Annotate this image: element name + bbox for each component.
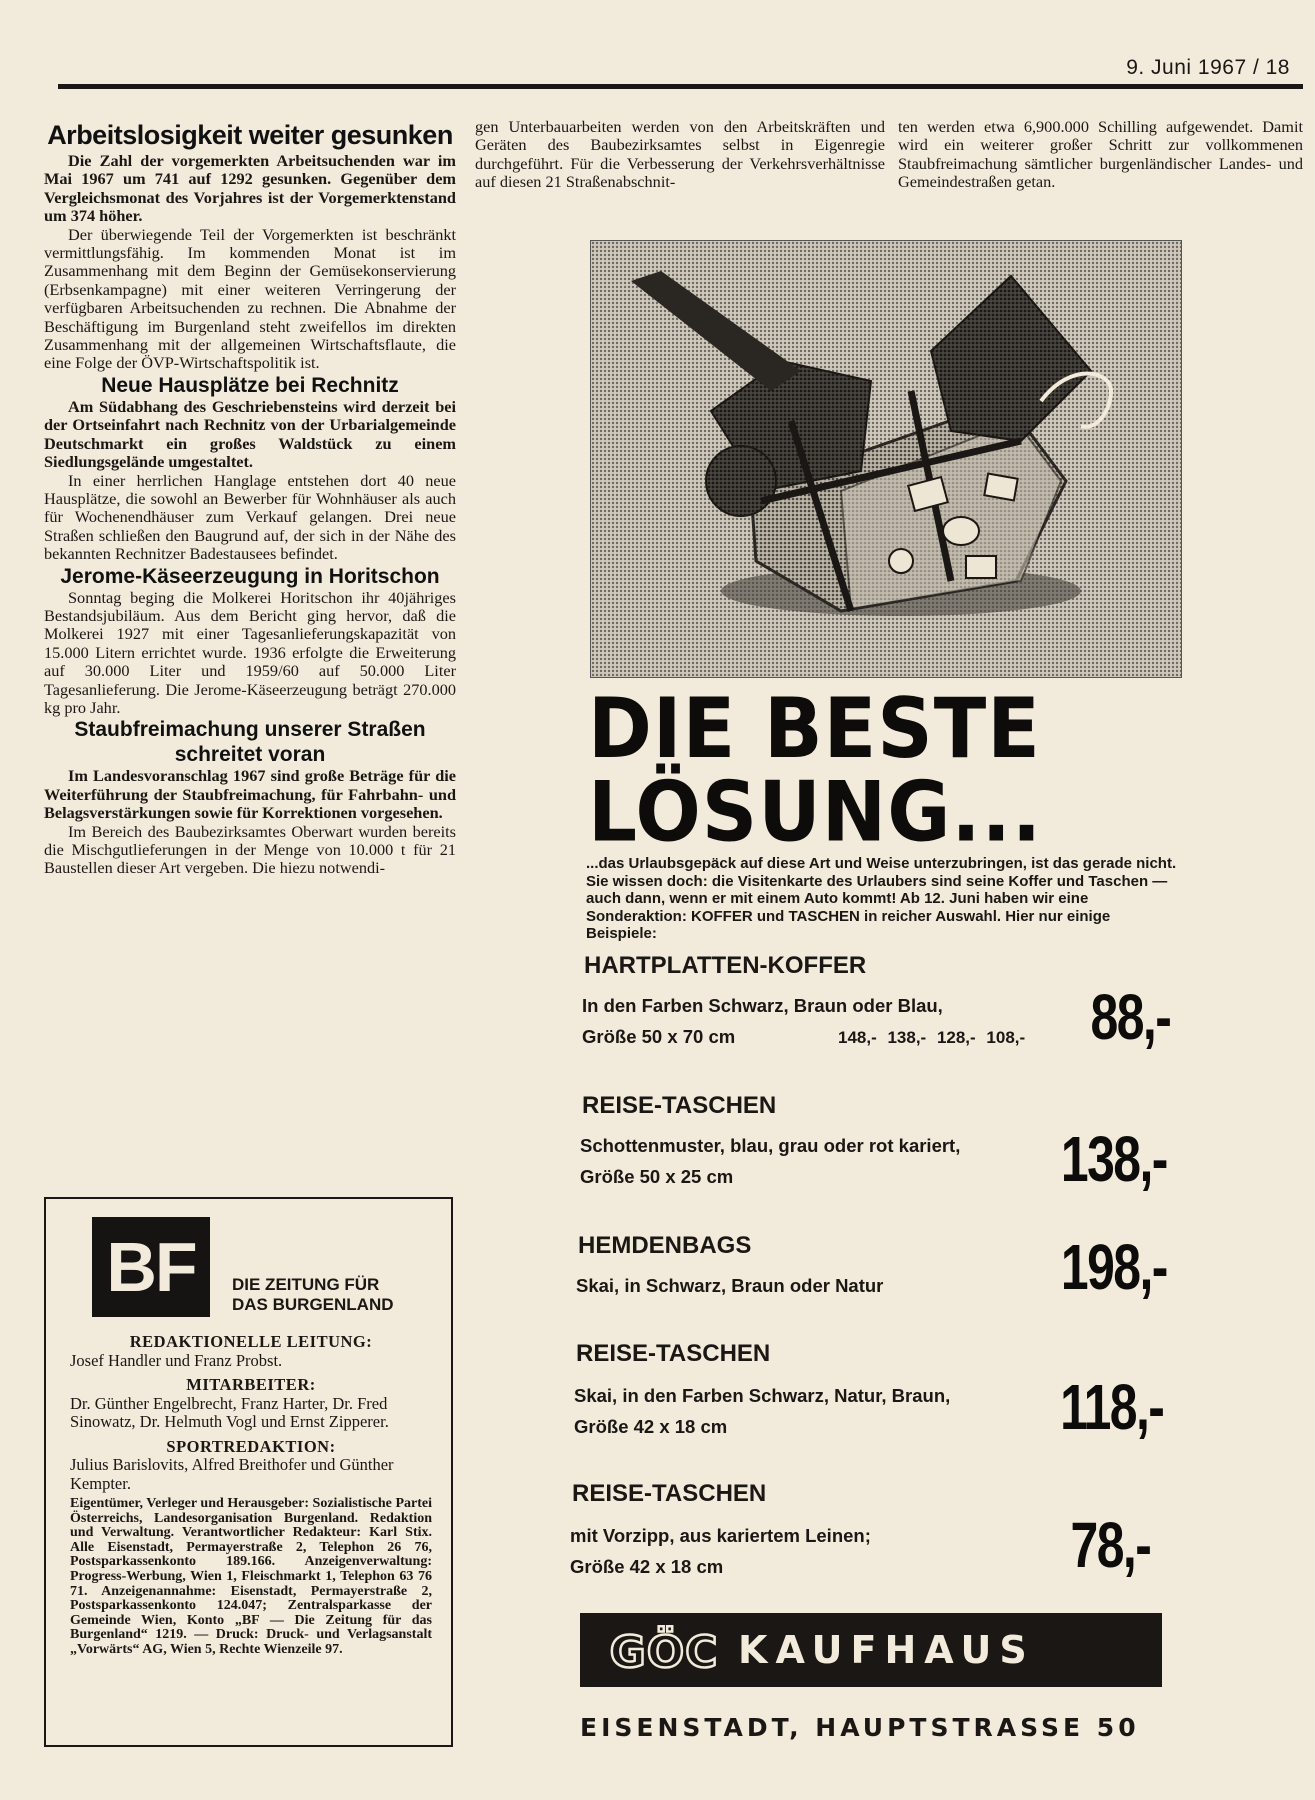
item-price-hartplatten-koffer: 88,- — [1090, 981, 1170, 1053]
store-address: EISENSTADT, HAUPTSTRASSE 50 — [580, 1713, 1140, 1742]
staff-heading: MITARBEITER: — [186, 1375, 316, 1394]
column-left — [44, 118, 456, 878]
ad-headline — [588, 681, 1043, 861]
imprint: Eigentümer, Verleger und Herausgeber: Sozialistische Partei Österreichs, Landesorganisation Burgenland. Redaktion und Verwaltung. Verantwortlicher Redakteur: Karl Stix. Alle Eisenstadt, Permayerstraße 2, Telephon 26 76, Postsparkassenkonto 189.166. Anzeigenverwaltung: Progress-Werbung, Wien 1, Fleischmarkt 1, Telephon 63 76 71. Anzeigenannahme: Eisenstadt, Permayerstraße 2, Postsparkassenkonto 124.047; Zentralsparkasse der Gemeinde Wien, Konto „BF — Die Zeitung für das Burgenland“ 1219. — Druck: Druck- und Verlagsanstalt „Vorwärts“ AG, Wien 5, Rechte Wienzeile 97. — [70, 1496, 432, 1657]
article-lead-rechnitz: Am Südabhang des Geschriebensteins wird derzeit bei der Ortseinfahrt nach Rechnitz von der Urbarialgemeinde Deutschmarkt ein großes Waldstück zu einem Siedlungsgelände umgestaltet. — [44, 396, 456, 472]
item-desc-hartplatten-koffer: In den Farben Schwarz, Braun oder Blau, — [582, 995, 943, 1016]
ad-headline-line1: DIE BESTE — [588, 681, 1041, 778]
masthead-credits — [70, 1333, 432, 1658]
article-body-cheese: Sonntag beging die Molkerei Horitschon ihr 40jähriges Bestandsjubiläum. Aus dem Bericht ging hervor, daß die Molkerei 1927 mit einer Tagesanlieferungskapazität von 15.000 Litern errichtet wurde. 1936 erfolgte die Erweiterung auf 30.000 Liter und 1959/60 auf 50.000 Liter Tagesanlieferung. Die Jerome-Käseerzeugung beträgt 270.000 kg pro Jahr. — [44, 587, 456, 717]
item-desc-reise-taschen-3: mit Vorzipp, aus kariertem Leinen; — [570, 1525, 871, 1546]
masthead-tagline-line1: DIE ZEITUNG FÜR — [232, 1275, 380, 1294]
goc-logo-text: GÖC — [609, 1627, 719, 1676]
header-rule — [58, 84, 1303, 89]
ad-photo-luggage — [590, 240, 1182, 678]
store-logo-bar — [580, 1613, 1162, 1687]
item-size-reise-taschen-1: Größe 50 x 25 cm — [580, 1166, 734, 1187]
item-title-hemdenbags: HEMDENBAGS — [578, 1232, 752, 1259]
item-desc-reise-taschen-1: Schottenmuster, blau, grau oder rot kariert, — [580, 1135, 961, 1156]
item-size-reise-taschen-3: Größe 42 x 18 cm — [570, 1556, 724, 1577]
ad-headline-line2: LÖSUNG... — [588, 764, 1043, 861]
item-desc-hemdenbags: Skai, in Schwarz, Braun oder Natur — [576, 1275, 884, 1296]
item-alt-prices: 148,- 138,- 128,- 108,- — [838, 1028, 1026, 1047]
masthead-box — [44, 1197, 453, 1747]
article-body-unemployment: Der überwiegende Teil der Vorgemerkten ist beschränkt vermittlungsfähig. Im kommenden Monat ist im Zusammenhang mit dem Beginn der Gemüsekonservierung (Erbsenkampagne) mit einer weiteren Verringerung der verfügbaren Arbeitsuchenden zu rechnen. Die Abnahme der Beschäftigung im Burgenland steht zweifellos im direkten Zusammenhang mit der allgemeinen Wirtschaftsflaute, die eine Folge der ÖVP-Wirtschaftspolitik ist. — [44, 224, 456, 373]
article-lead-roads: Im Landesvoranschlag 1967 sind große Beträge für die Weiterführung der Staubfreimachung, für Fahrbahn- und Belagsverstärkungen sowie für Korrektionen vorgesehen. — [44, 766, 456, 823]
item-desc-reise-taschen-2: Skai, in den Farben Schwarz, Natur, Braun, — [574, 1385, 951, 1406]
article-title-rechnitz: Neue Hausplätze bei Rechnitz — [101, 373, 399, 397]
store-name: KAUFHAUS — [738, 1628, 1035, 1672]
item-price-reise-taschen-2: 118,- — [1059, 1371, 1163, 1443]
item-title-reise-taschen-1: REISE-TASCHEN — [582, 1092, 777, 1119]
masthead-tagline — [232, 1275, 394, 1315]
date-page-number: 9. Juni 1967 / 18 — [1126, 56, 1290, 79]
article-title-roads: Staubfreimachung unserer Straßen schreitet voran — [74, 718, 426, 767]
article-lead-unemployment: Die Zahl der vorgemerkten Arbeitsuchenden war im Mai 1967 um 741 auf 1292 gesunken. Gegenüber dem Vergleichsmonat des Vorjahres ist der Vorgemerktenstand um 374 höher. — [44, 151, 456, 226]
article-title-cheese: Jerome-Käseerzeugung in Horitschon — [60, 564, 440, 588]
item-price-hemdenbags: 198,- — [1061, 1231, 1167, 1303]
article-body-roads-part3: ten werden etwa 6,900.000 Schilling aufgewendet. Damit wird ein weiterer großer Schritt zur vollkommenen Staubfreimachung sämtlicher burgenländischer Landes- und Gemeindestraßen getan. — [898, 117, 1303, 192]
ad-intro-text: ...das Urlaubsgepäck auf diese Art und Weise unterzubringen, ist das gerade nicht. Sie wissen doch: die Visitenkarte des Urlaubers sind seine Koffer und Taschen — auch dann, wenn er mit einem Auto kommt! Ab 12. Juni haben wir eine Sonderaktion: KOFFER und TASCHEN in reicher Auswahl. Hier nur einige Beispiele: — [586, 855, 1177, 942]
item-title-hartplatten-koffer: HARTPLATTEN-KOFFER — [584, 952, 867, 979]
masthead-tagline-line2: DAS BURGENLAND — [232, 1295, 394, 1314]
article-title-unemployment: Arbeitslosigkeit weiter gesunken — [47, 120, 453, 150]
item-size-reise-taschen-2: Größe 42 x 18 cm — [574, 1416, 728, 1437]
bf-logo: BF — [92, 1217, 210, 1317]
item-size-hartplatten-koffer: Größe 50 x 70 cm — [582, 1026, 736, 1047]
article-body-rechnitz: In einer herrlichen Hanglage entstehen dort 40 neue Hausplätze, die sowohl an Bewerber für Wohnhäuser als auch für Wochenendhäuser zum Verkauf gelangen. Drei neue Straßen schließen den Baugrund auf, der sich in der Nähe des bekannten Rechnitzer Badestausees befindet. — [44, 470, 456, 564]
item-price-reise-taschen-3: 78,- — [1070, 1509, 1150, 1581]
item-title-reise-taschen-3: REISE-TASCHEN — [572, 1480, 767, 1507]
sport-names: Julius Barislovits, Alfred Breithofer und Günther Kempter. — [70, 1455, 394, 1493]
article-body-roads-part1: Im Bereich des Baubezirksamtes Oberwart wurden bereits die Mischgutlieferungen in der Menge von 10.000 t für 21 Baustellen dieser Art vergeben. Die hiezu notwendi- — [44, 821, 456, 878]
item-title-reise-taschen-2: REISE-TASCHEN — [576, 1340, 771, 1367]
column-middle — [475, 118, 885, 192]
editorial-heading: REDAKTIONELLE LEITUNG: — [129, 1332, 373, 1351]
item-price-reise-taschen-1: 138,- — [1061, 1123, 1167, 1195]
goc-logo-icon — [594, 1624, 734, 1676]
sport-heading: SPORTREDAKTION: — [166, 1436, 336, 1456]
staff-names: Dr. Günther Engelbrecht, Franz Harter, Dr. Fred Sinowatz, Dr. Helmuth Vogl und Ernst Zipperer. — [70, 1393, 389, 1431]
editorial-names: Josef Handler und Franz Probst. — [70, 1350, 283, 1370]
article-body-roads-part2: gen Unterbauarbeiten werden von den Arbeitskräften und Geräten des Baubezirksamtes selbst in Eigenregie durchgeführt. Für die Verbesserung der Verkehrsverhältnisse auf diesen 21 Straßenabschnit- — [475, 117, 885, 192]
column-right — [898, 118, 1303, 192]
